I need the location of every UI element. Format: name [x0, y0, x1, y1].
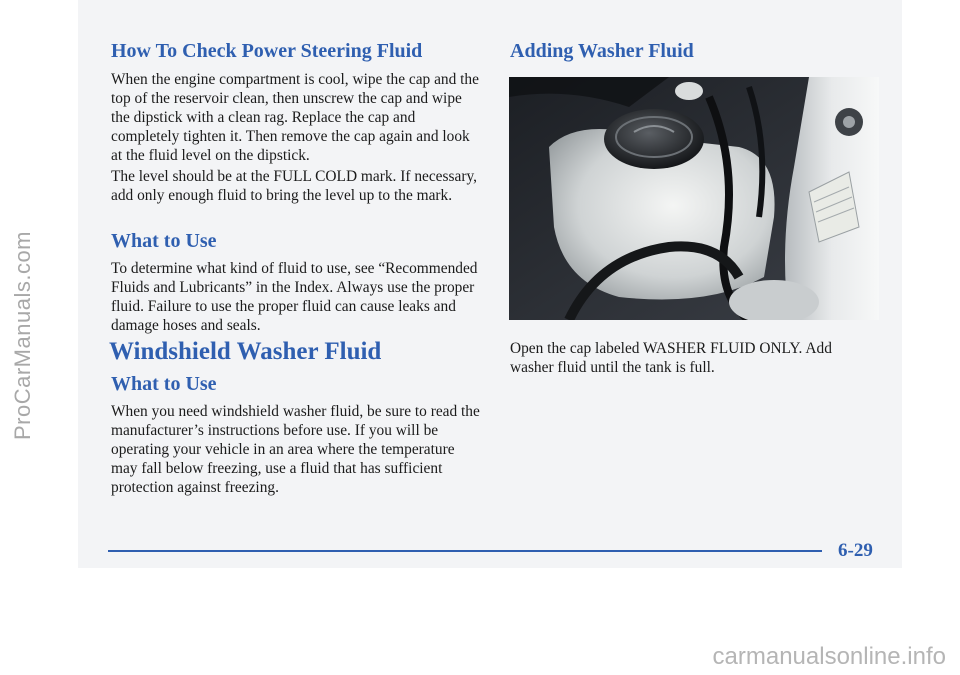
caption-adding-washer-fluid: Open the cap labeled WASHER FLUID ONLY. Add washer fluid until the tank is full. [510, 340, 832, 376]
site-watermark: carmanualsonline.info [712, 643, 946, 670]
paragraph-what-to-use-washer: When you need windshield washer fluid, be sure to read the manufacturer’s instructions before use. If you will be operating your vehicle in an area where the temperature may fall below freezing, use a fluid that has sufficient protection against freezing. [111, 403, 480, 496]
paragraph-full-cold-level: The level should be at the FULL COLD mark. If necessary, add only enough fluid to bring the level up to the mark. [111, 168, 477, 204]
side-watermark: ProCarManuals.com [10, 230, 35, 440]
page-number: 6-29 [838, 540, 873, 561]
washer-reservoir-photo [509, 77, 879, 320]
heading-windshield-washer-fluid: Windshield Washer Fluid [109, 338, 382, 365]
footer-rule [108, 550, 822, 552]
heading-check-power-steering-fluid: How To Check Power Steering Fluid [111, 40, 423, 62]
heading-what-to-use-washer: What to Use [111, 373, 217, 395]
heading-adding-washer-fluid: Adding Washer Fluid [510, 40, 694, 62]
heading-what-to-use-power-steering: What to Use [111, 230, 217, 252]
paragraph-check-procedure: When the engine compartment is cool, wipe the cap and the top of the reservoir clean, then unscrew the cap and wipe the dipstick with a clean rag. Replace the cap and completely tighten it. Then remove the cap again and look at the fluid level on the dipstick. [111, 71, 479, 164]
paragraph-what-to-use-power-steering: To determine what kind of fluid to use, see “Recommended Fluids and Lubricants” in the Index. Always use the proper fluid. Failure to use the proper fluid can cause leaks and damage hoses and seals. [111, 260, 478, 334]
engine-bay-illustration [509, 77, 879, 320]
